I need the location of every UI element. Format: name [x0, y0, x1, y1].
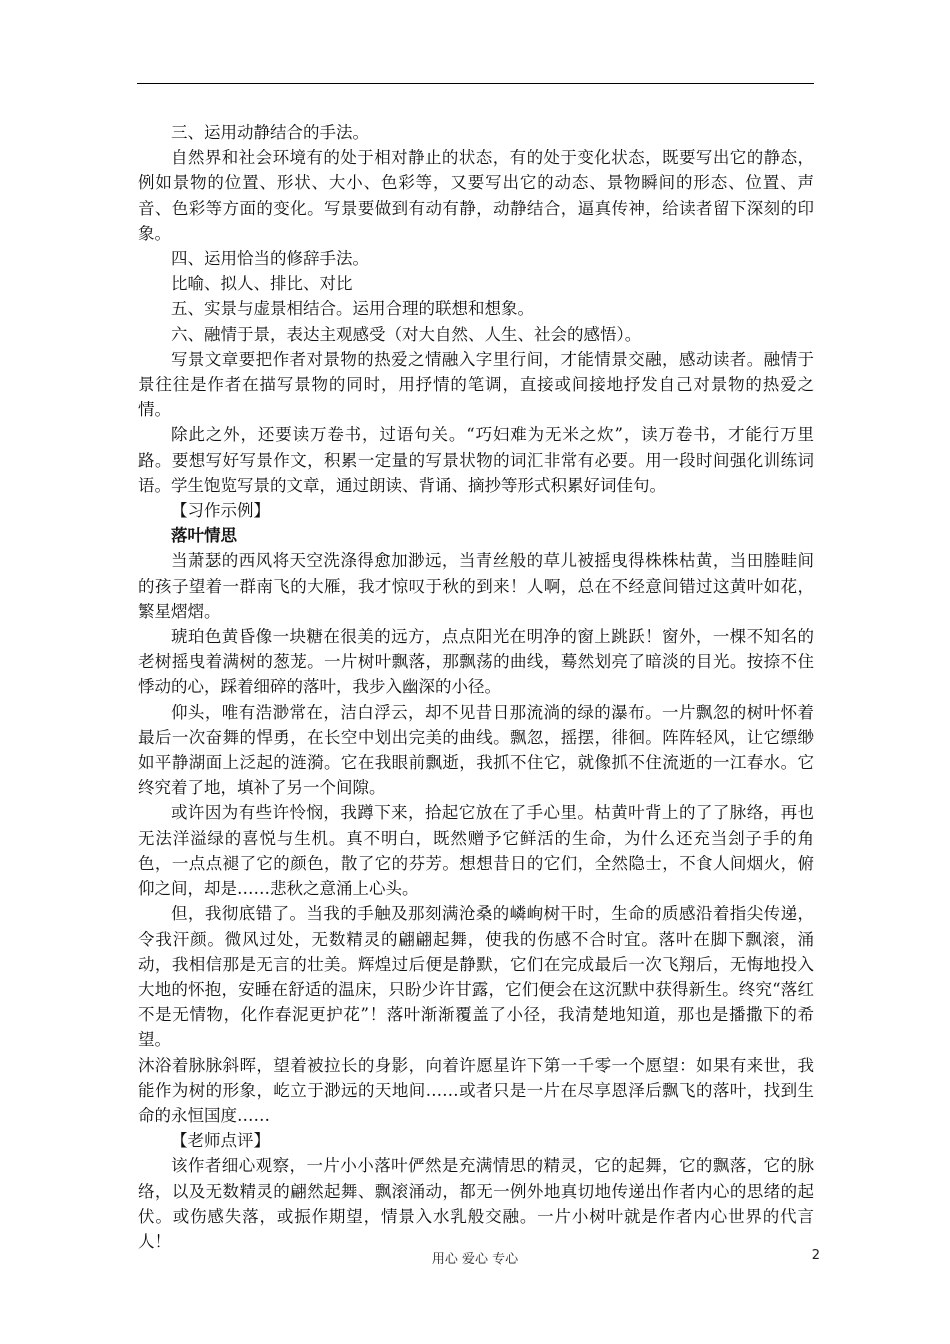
section-label-example: 【习作示例】 [171, 501, 270, 521]
document-body [138, 120, 814, 1254]
paragraph: 比喻、拟人、排比、对比 [171, 274, 353, 294]
section-heading-rhetoric: 四、运用恰当的修辞手法。 [171, 249, 369, 269]
essay-paragraph: 当萧瑟的西风将天空洗涤得愈加渺远，当青丝般的草儿被摇曳得株株枯黄，当田塍畦间的孩子望着一群南飞的大雁，我才惊叹于秋的到来！人啊，总在不经意间错过这黄叶如花，繁星熠熠。 [138, 551, 814, 621]
paragraph: 写景文章要把作者对景物的热爱之情融入字里行间，才能情景交融，感动读者。融情于景往往是作者在描写景物的同时，用抒情的笔调，直接或间接地抒发自己对景物的热爱之情。 [138, 349, 814, 420]
header-rule [137, 83, 814, 84]
comment-paragraph: 该作者细心观察，一片小小落叶俨然是充满情思的精灵，它的起舞，它的飘落，它的脉络，以及无数精灵的翩然起舞、飘滚涌动，都无一例外地真切地传递出作者内心的思绪的起伏。或伤感失落，或振作期望，情景入水乳般交融。一片小树叶就是作者内心世界的代言人！ [138, 1156, 814, 1251]
section-heading-dynamic-static: 三、运用动静结合的手法。 [171, 123, 369, 142]
essay-paragraph: 或许因为有些许怜悯，我蹲下来，拾起它放在了手心里。枯黄叶背上的了了脉络，再也无法洋溢绿的喜悦与生机。真不明白，既然赠予它鲜活的生命，为什么还充当刽子手的角色，一点点褪了它的颜色，散了它的芬芳。想想昔日的它们，全然隐士，不食人间烟火，俯仰之间，却是……悲秋之意涌上心头。 [138, 803, 814, 899]
section-heading-emotion: 六、融情于景，表达主观感受（对大自然、人生、社会的感悟）。 [171, 324, 642, 344]
paragraph: 自然界和社会环境有的处于相对静止的状态，有的处于变化状态，既要写出它的静态，例如景物的位置、形状、大小、色彩等，又要写出它的动态、景物瞬间的形态、位置、声音、色彩等方面的变化。写景要做到有动有静，动静结合，逼真传神，给读者留下深刻的印象。 [138, 148, 814, 243]
footer-motto: 用心 爱心 专心 [431, 1252, 519, 1267]
essay-title: 落叶情思 [171, 526, 237, 546]
section-label-comment: 【老师点评】 [171, 1131, 270, 1151]
page-number: 2 [811, 1248, 820, 1263]
essay-paragraph: 沐浴着脉脉斜晖，望着被拉长的身影，向着许愿星许下第一千零一个愿望：如果有来世，我能作为树的形象，屹立于渺远的天地间……或者只是一片在尽享恩泽后飘飞的落叶，找到生命的永恒国度…… [138, 1055, 814, 1125]
paragraph: 除此之外，还要读万卷书，过语句关。“巧妇难为无米之炊”，读万卷书，才能行万里路。要想写好写景作文，积累一定量的写景状物的词汇非常有必要。用一段时间强化训练词语。学生饱览写景的文章，通过朗读、背诵、摘抄等形式积累好词佳句。 [138, 425, 814, 495]
essay-paragraph: 琥珀色黄昏像一块糖在很美的远方，点点阳光在明净的窗上跳跃！窗外，一棵不知名的老树摇曳着满树的葱茏。一片树叶飘落，那飘荡的曲线，蓦然划亮了暗淡的目光。按捺不住悸动的心，踩着细碎的落叶，我步入幽深的小径。 [138, 627, 814, 697]
essay-paragraph: 仰头，唯有浩渺常在，洁白浮云，却不见昔日那流淌的绿的瀑布。一片飘忽的树叶怀着最后一次奋舞的悍勇，在长空中划出完美的曲线。飘忽，摇摆，徘徊。阵阵轻风，让它缥缈如平静湖面上泛起的涟漪。它在我眼前飘逝，我抓不住它，就像抓不住流逝的一江春水。它终究着了地，填补了另一个间隙。 [138, 702, 814, 798]
section-heading-real-virtual: 五、实景与虚景相结合。运用合理的联想和想象。 [171, 299, 534, 319]
essay-paragraph: 但，我彻底错了。当我的手触及那刻满沧桑的嶙峋树干时，生命的质感沿着指尖传递，令我汗颜。微风过处，无数精灵的翩翩起舞，使我的伤感不合时宜。落叶在脚下飘滚，涌动，我相信那是无言的壮美。辉煌过后便是静默，它们在完成最后一次飞翔后，无悔地投入大地的怀抱，安睡在舒适的温床，只盼少许甘露，它们便会在这沉默中获得新生。终究“落红不是无情物，化作春泥更护花”！落叶渐渐覆盖了小径，我清楚地知道，那也是播撒下的希望。 [138, 904, 814, 1050]
